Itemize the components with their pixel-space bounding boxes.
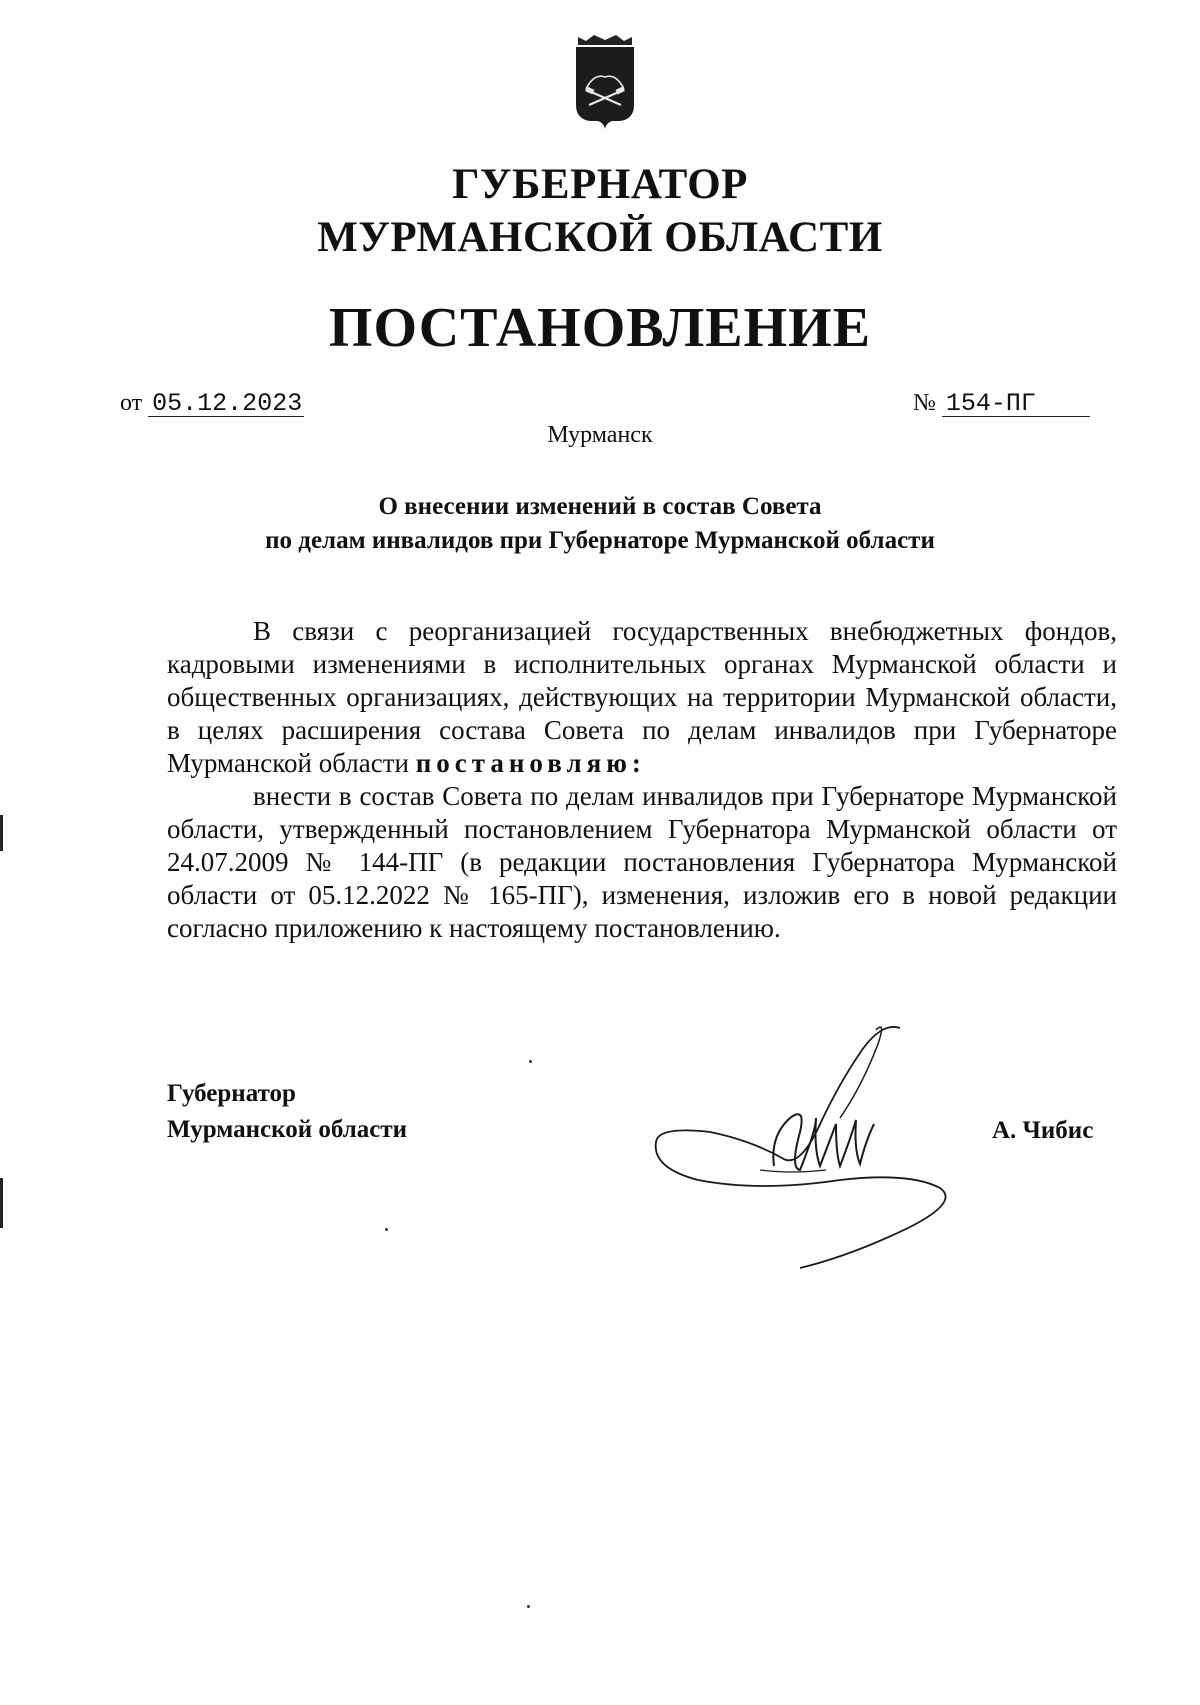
signatory-title-line1: Губернатор <box>167 1080 296 1107</box>
org-title-line2: МУРМАНСКОЙ ОБЛАСТИ <box>317 214 883 261</box>
body-paragraph-1 <box>167 615 1117 780</box>
document-type: ПОСТАНОВЛЕНИЕ <box>328 297 872 359</box>
document-subject <box>0 490 1200 558</box>
date-value: 05.12.2023 <box>148 392 304 417</box>
scan-margin-mark <box>0 1178 3 1228</box>
scan-speck <box>527 1605 530 1608</box>
coat-of-arms-icon <box>564 33 646 133</box>
scan-speck <box>529 1060 532 1063</box>
signatory-title <box>167 1076 407 1148</box>
decree-word: постановляю: <box>415 748 646 778</box>
handwritten-signature <box>650 1020 1030 1270</box>
organization-title <box>0 158 1200 264</box>
paragraph-1-text: В связи с реорганизацией государственных внебюджетных фондов, кадровыми изменениями в исполнительных органах Мурманской области и общественных организациях, действующих на территории Мурманской области, в целях расширения состава Совета по делам инвалидов при Губернаторе Мурманской области <box>167 616 1117 778</box>
date-prefix: от <box>120 390 143 416</box>
signatory-title-line2: Мурманской области <box>167 1116 408 1143</box>
document-city: Мурманск <box>547 422 653 448</box>
org-title-line1: ГУБЕРНАТОР <box>452 161 748 208</box>
scan-margin-mark <box>0 815 3 851</box>
document-number <box>913 388 1090 418</box>
document-body <box>167 615 1117 945</box>
document-date <box>120 388 304 418</box>
signer-name: А. Чибис <box>992 1117 1094 1144</box>
body-paragraph-2: внести в состав Совета по делам инвалидов при Губернаторе Мурманской области, утвержденный постановлением Губернатора Мурманской области от 24.07.2009 № 144-ПГ (в редакции постановления Губернатора Мурманской области от 05.12.2022 № 165-ПГ), изменения, изложив его в новой редакции согласно приложению к настоящему постановлению. <box>167 781 1117 943</box>
number-prefix: № <box>913 390 936 416</box>
subject-line2: по делам инвалидов при Губернаторе Мурманской области <box>265 527 935 554</box>
scan-speck <box>385 1228 388 1231</box>
number-value: 154-ПГ <box>942 392 1090 417</box>
subject-line1: О внесении изменений в состав Совета <box>378 493 822 520</box>
